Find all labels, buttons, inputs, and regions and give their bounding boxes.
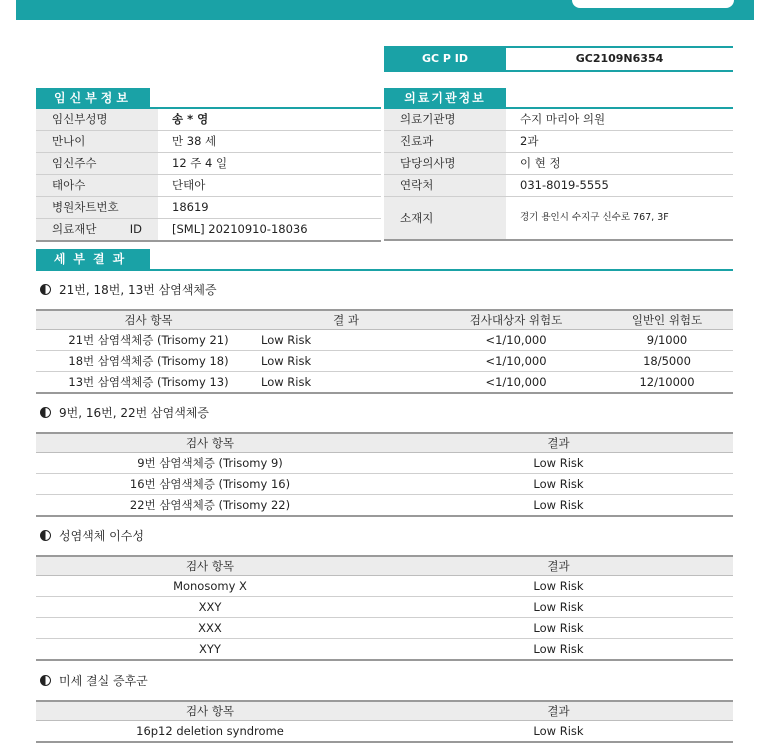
info-value: 12 주 4 일 [172, 156, 228, 170]
column-header: 검사 항목 [36, 556, 384, 576]
info-value: 2과 [520, 134, 539, 148]
half-circle-icon [40, 284, 51, 295]
result-table-trisomy-21-18-13 [36, 309, 733, 394]
table-row [36, 474, 733, 495]
info-key: 진료과 [384, 131, 506, 152]
section-title: 9번, 16번, 22번 삼염색체증 [59, 406, 209, 420]
info-value: 만 38 세 [172, 134, 217, 148]
result: Low Risk [261, 372, 431, 394]
info-value: 18619 [172, 200, 209, 214]
result: Low Risk [384, 618, 733, 639]
info-row [36, 219, 381, 242]
info-row [36, 197, 381, 219]
gcp-id-label: GC P ID [384, 48, 506, 70]
result: Low Risk [261, 330, 431, 351]
test-item: 22번 삼염색체증 (Trisomy 22) [36, 495, 384, 517]
gcp-id-box [384, 46, 733, 72]
info-value: 수지 마리아 의원 [520, 112, 606, 126]
info-row [384, 131, 733, 153]
info-key: 태아수 [36, 175, 158, 196]
table-row [36, 495, 733, 517]
table-row [36, 576, 733, 597]
table-row [36, 330, 733, 351]
test-item: XXX [36, 618, 384, 639]
info-value: [SML] 20210910-18036 [172, 222, 308, 236]
column-header: 결과 [384, 433, 733, 453]
result-table-microdeletion [36, 700, 733, 743]
test-item: XYY [36, 639, 384, 661]
column-header: 검사 항목 [36, 310, 261, 330]
table-row [36, 597, 733, 618]
info-key: 임신부성명 [36, 109, 158, 130]
info-value: 이 현 정 [520, 156, 561, 170]
column-header: 결과 [384, 701, 733, 721]
pregnant-info-title: 임신부정보 [36, 88, 150, 108]
info-value: 송 * 영 [172, 112, 209, 126]
info-key: 담당의사명 [384, 153, 506, 174]
result: Low Risk [384, 576, 733, 597]
section-heading [40, 673, 148, 689]
column-header: 검사 항목 [36, 433, 384, 453]
test-item: 9번 삼염색체증 (Trisomy 9) [36, 453, 384, 474]
subject-risk: <1/10,000 [431, 372, 601, 394]
result: Low Risk [384, 597, 733, 618]
institution-info-title: 의료기관정보 [384, 88, 506, 108]
table-row [36, 351, 733, 372]
column-header: 결 과 [261, 310, 431, 330]
info-key: 소재지 [384, 197, 506, 239]
info-row [36, 175, 381, 197]
result: Low Risk [384, 474, 733, 495]
section-title: 미세 결실 증후군 [59, 674, 148, 688]
pregnant-info-table [36, 109, 381, 242]
info-value: 031-8019-5555 [520, 178, 609, 192]
institution-info-table [384, 109, 733, 241]
info-key: 병원차트번호 [36, 197, 158, 218]
header-tab [572, 0, 734, 8]
section-heading [40, 405, 209, 421]
half-circle-icon [40, 530, 51, 541]
test-item: 16번 삼염색체증 (Trisomy 16) [36, 474, 384, 495]
section-heading [40, 528, 144, 544]
info-key: 임신주수 [36, 153, 158, 174]
result: Low Risk [384, 721, 733, 743]
test-item: 21번 삼염색체증 (Trisomy 21) [36, 330, 261, 351]
details-title: 세부결과 [36, 249, 150, 269]
table-row [36, 721, 733, 743]
column-header: 결과 [384, 556, 733, 576]
result: Low Risk [384, 495, 733, 517]
general-risk: 9/1000 [601, 330, 733, 351]
test-item: 16p12 deletion syndrome [36, 721, 384, 743]
table-row [36, 453, 733, 474]
general-risk: 18/5000 [601, 351, 733, 372]
column-header: 검사 항목 [36, 701, 384, 721]
details-rule [36, 269, 733, 271]
table-row [36, 618, 733, 639]
info-key: 만나이 [36, 131, 158, 152]
column-header: 검사대상자 위험도 [431, 310, 601, 330]
info-value: 경기 용인시 수지구 신수로 767, 3F [520, 212, 669, 223]
info-row [36, 131, 381, 153]
info-key: 의료재단 ID [36, 219, 158, 240]
test-item: 18번 삼염색체증 (Trisomy 18) [36, 351, 261, 372]
result: Low Risk [384, 453, 733, 474]
half-circle-icon [40, 675, 51, 686]
info-value: 단태아 [172, 178, 206, 192]
info-row [384, 175, 733, 197]
section-title: 21번, 18번, 13번 삼염색체증 [59, 283, 217, 297]
general-risk: 12/10000 [601, 372, 733, 394]
info-row [36, 109, 381, 131]
test-item: 13번 삼염색체증 (Trisomy 13) [36, 372, 261, 394]
table-row [36, 372, 733, 394]
result: Low Risk [261, 351, 431, 372]
result: Low Risk [384, 639, 733, 661]
result-table-trisomy-9-16-22 [36, 432, 733, 517]
result-table-sex-chromosome [36, 555, 733, 661]
section-heading [40, 282, 217, 298]
info-key: 연락처 [384, 175, 506, 196]
column-header: 일반인 위험도 [601, 310, 733, 330]
section-title: 성염색체 이수성 [59, 529, 144, 543]
subject-risk: <1/10,000 [431, 351, 601, 372]
table-row [36, 639, 733, 661]
info-row [384, 197, 733, 241]
test-item: XXY [36, 597, 384, 618]
info-row [384, 153, 733, 175]
info-row [384, 109, 733, 131]
subject-risk: <1/10,000 [431, 330, 601, 351]
half-circle-icon [40, 407, 51, 418]
info-row [36, 153, 381, 175]
info-key: 의료기관명 [384, 109, 506, 130]
gcp-id-value: GC2109N6354 [575, 52, 664, 65]
test-item: Monosomy X [36, 576, 384, 597]
